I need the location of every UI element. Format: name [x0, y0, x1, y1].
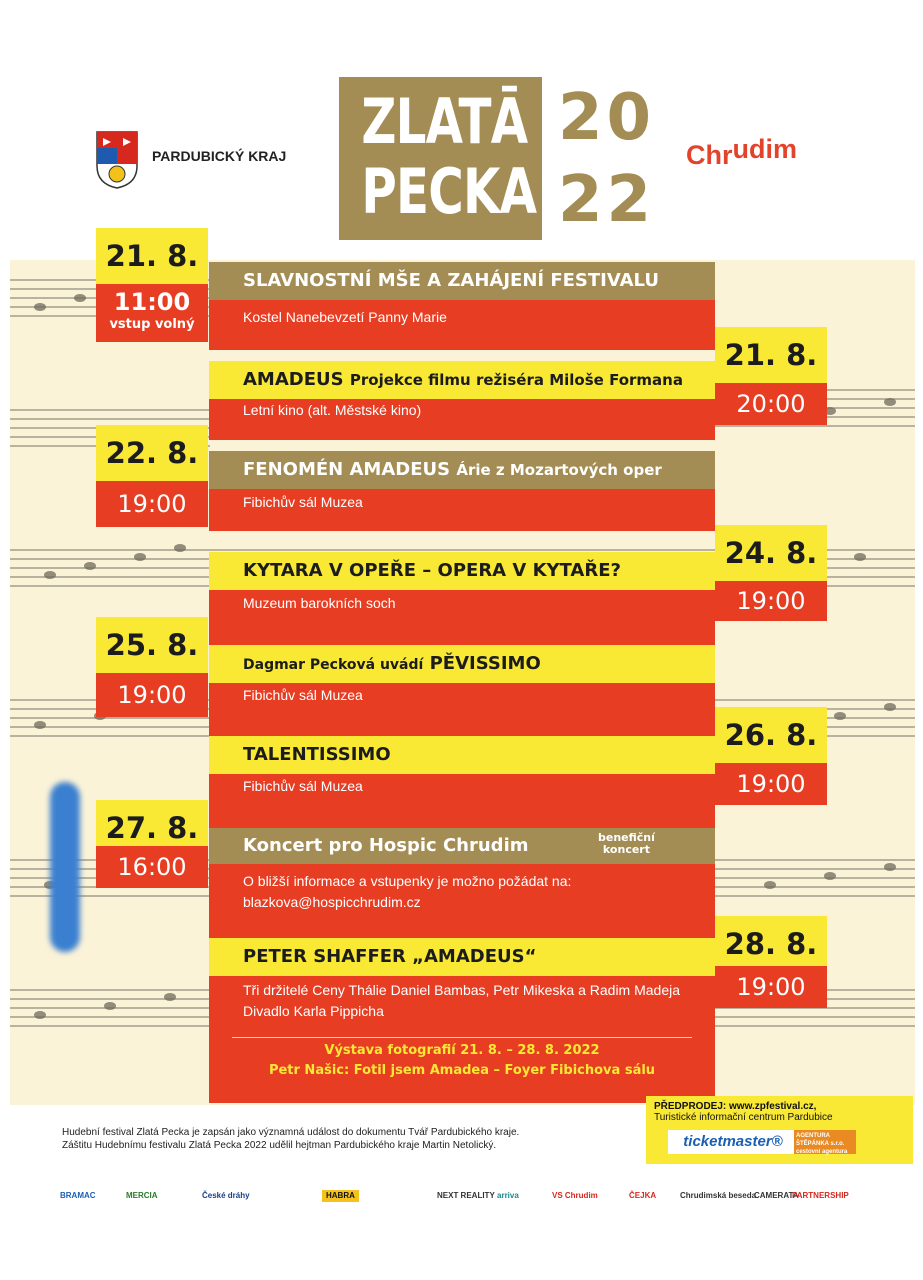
event-title-2-text: AMADEUS — [243, 369, 344, 390]
event-venue-8-line-2: Divadlo Karla Pippicha — [243, 1003, 384, 1019]
exhibition-divider — [232, 1037, 692, 1038]
event-venue-4: Muzeum barokních soch — [243, 595, 396, 611]
event-title-5 — [209, 645, 715, 683]
event-date-6: 26. 8. — [715, 707, 827, 763]
sponsor-chrudimska-beseda: Chrudimská beseda — [680, 1191, 757, 1200]
sponsor-arriva: arriva — [497, 1191, 519, 1200]
event-date-3: 22. 8. — [96, 425, 208, 481]
sponsor-next-reality: NEXT REALITY — [437, 1191, 495, 1200]
agency-logo — [794, 1130, 856, 1154]
event-title-3-text: FENOMÉN AMADEUS — [243, 459, 451, 480]
logo-line-2: PECKA — [361, 155, 537, 228]
sponsor-ceske-drahy: České dráhy — [202, 1191, 250, 1200]
agency-line-1: AGENTURA — [796, 1133, 830, 1139]
benefit-concert-badge — [598, 832, 655, 856]
event-title-1 — [209, 262, 715, 300]
region-name: PARDUBICKÝ KRAJ — [152, 148, 287, 164]
event-title-3 — [209, 451, 715, 489]
event-date-7: 27. 8. — [96, 800, 208, 856]
event-venue-5: Fibichův sál Muzea — [243, 687, 363, 703]
event-title-5-text: PĚVISSIMO — [429, 653, 541, 674]
event-time-8: 19:00 — [715, 966, 827, 1008]
event-title-6 — [209, 736, 715, 774]
region-crest-icon — [95, 130, 139, 190]
event-time-1-box — [96, 284, 208, 342]
event-title-4 — [209, 552, 715, 590]
exhibition-line-2: Petr Našic: Fotil jsem Amadea – Foyer Fibichova sálu — [268, 1063, 656, 1078]
festival-logo — [339, 77, 542, 240]
event-venue-2: Letní kino (alt. Městské kino) — [243, 402, 422, 418]
event-title-3-subtitle: Árie z Mozartových oper — [456, 461, 662, 479]
exhibition-info — [232, 1041, 692, 1081]
logo-line-1: ZLATĀ — [361, 85, 528, 158]
event-time-1: 11:00 — [113, 288, 191, 316]
city-logo-part-2: udim — [732, 134, 797, 164]
ticketmaster-logo[interactable]: ticketmaster® — [668, 1130, 798, 1154]
event-title-6-text: TALENTISSIMO — [243, 744, 391, 765]
sponsor-camerata: CAMERATA — [754, 1191, 799, 1200]
event-date-5: 25. 8. — [96, 617, 208, 673]
benefit-badge-line-2: koncert — [602, 843, 650, 856]
sponsor-cejka: ČEJKA — [629, 1191, 657, 1200]
event-title-8-text: PETER SHAFFER „AMADEUS“ — [243, 946, 537, 967]
event-time-7: 16:00 — [96, 846, 208, 888]
event-venue-8-line-1: Tři držitelé Ceny Thálie Daniel Bambas, Petr Mikeska a Radim Madeja — [243, 982, 681, 998]
event-time-6: 19:00 — [715, 763, 827, 805]
benefit-badge-line-1: benefiční — [598, 831, 655, 844]
event-title-5-prefix: Dagmar Pecková uvádí — [243, 657, 424, 673]
event-time-1-note: vstup volný — [109, 317, 195, 332]
sponsor-partnership: PARTNERSHIP — [792, 1191, 849, 1200]
event-venue-3: Fibichův sál Muzea — [243, 494, 363, 510]
footer-note-line-1: Hudební festival Zlatá Pecka je zapsán jako významná událost do dokumentu Tvář Pardubického kraje. — [62, 1127, 520, 1138]
event-date-1: 21. 8. — [96, 228, 208, 284]
festival-year-line-2: 22 — [558, 163, 656, 237]
sponsor-vs-chrudim: VS Chrudim — [552, 1191, 598, 1200]
sponsor-habra: HABRA — [322, 1190, 359, 1202]
event-time-3: 19:00 — [96, 481, 208, 527]
event-title-7-text: Koncert pro Hospic Chrudim — [243, 835, 529, 856]
event-title-2 — [209, 361, 715, 399]
footer-note-line-2: Záštitu Hudebnímu festivalu Zlatá Pecka 2022 udělil hejtman Pardubického kraje Martin Netolický. — [62, 1140, 497, 1151]
event-time-5: 19:00 — [96, 673, 208, 717]
presale-info: Turistické informační centrum Pardubice — [654, 1112, 833, 1123]
sponsor-logos — [60, 1190, 860, 1212]
city-logo-part-1: Chr — [686, 140, 733, 170]
event-time-4: 19:00 — [715, 581, 827, 621]
presale-box — [646, 1096, 913, 1164]
event-time-2: 20:00 — [715, 383, 827, 425]
event-date-8: 28. 8. — [715, 916, 827, 972]
festival-year-line-1: 20 — [558, 81, 656, 155]
sponsor-mercia: MERCIA — [126, 1191, 158, 1200]
event-date-4: 24. 8. — [715, 525, 827, 581]
event-title-8 — [209, 938, 715, 976]
sponsor-bramac: BRAMAC — [60, 1191, 96, 1200]
event-venue-6: Fibichův sál Muzea — [243, 778, 363, 794]
presale-label[interactable]: PŘEDPRODEJ: www.zpfestival.cz, — [654, 1101, 817, 1112]
city-logo — [686, 134, 797, 171]
exhibition-line-1: Výstava fotografií 21. 8. – 28. 8. 2022 — [324, 1043, 600, 1058]
event-title-2-subtitle: Projekce filmu režiséra Miloše Formana — [349, 371, 683, 389]
agency-line-2: ŠTĚPÁNKA s.r.o. — [796, 1141, 845, 1147]
event-date-2: 21. 8. — [715, 327, 827, 383]
footer-note — [62, 1126, 519, 1152]
redaction-blob — [50, 782, 80, 952]
event-venue-7-line-1: O bližší informace a vstupenky je možno požádat na: — [243, 873, 572, 889]
event-venue-1: Kostel Nanebevzetí Panny Marie — [243, 309, 447, 325]
agency-line-3: cestovní agentura — [796, 1149, 848, 1155]
event-title-4-text: KYTARA V OPEŘE – OPERA V KYTAŘE? — [243, 560, 621, 581]
event-title-1-text: SLAVNOSTNÍ MŠE A ZAHÁJENÍ FESTIVALU — [243, 270, 659, 291]
event-venue-7-line-2: blazkova@hospicchrudim.cz — [243, 894, 421, 910]
